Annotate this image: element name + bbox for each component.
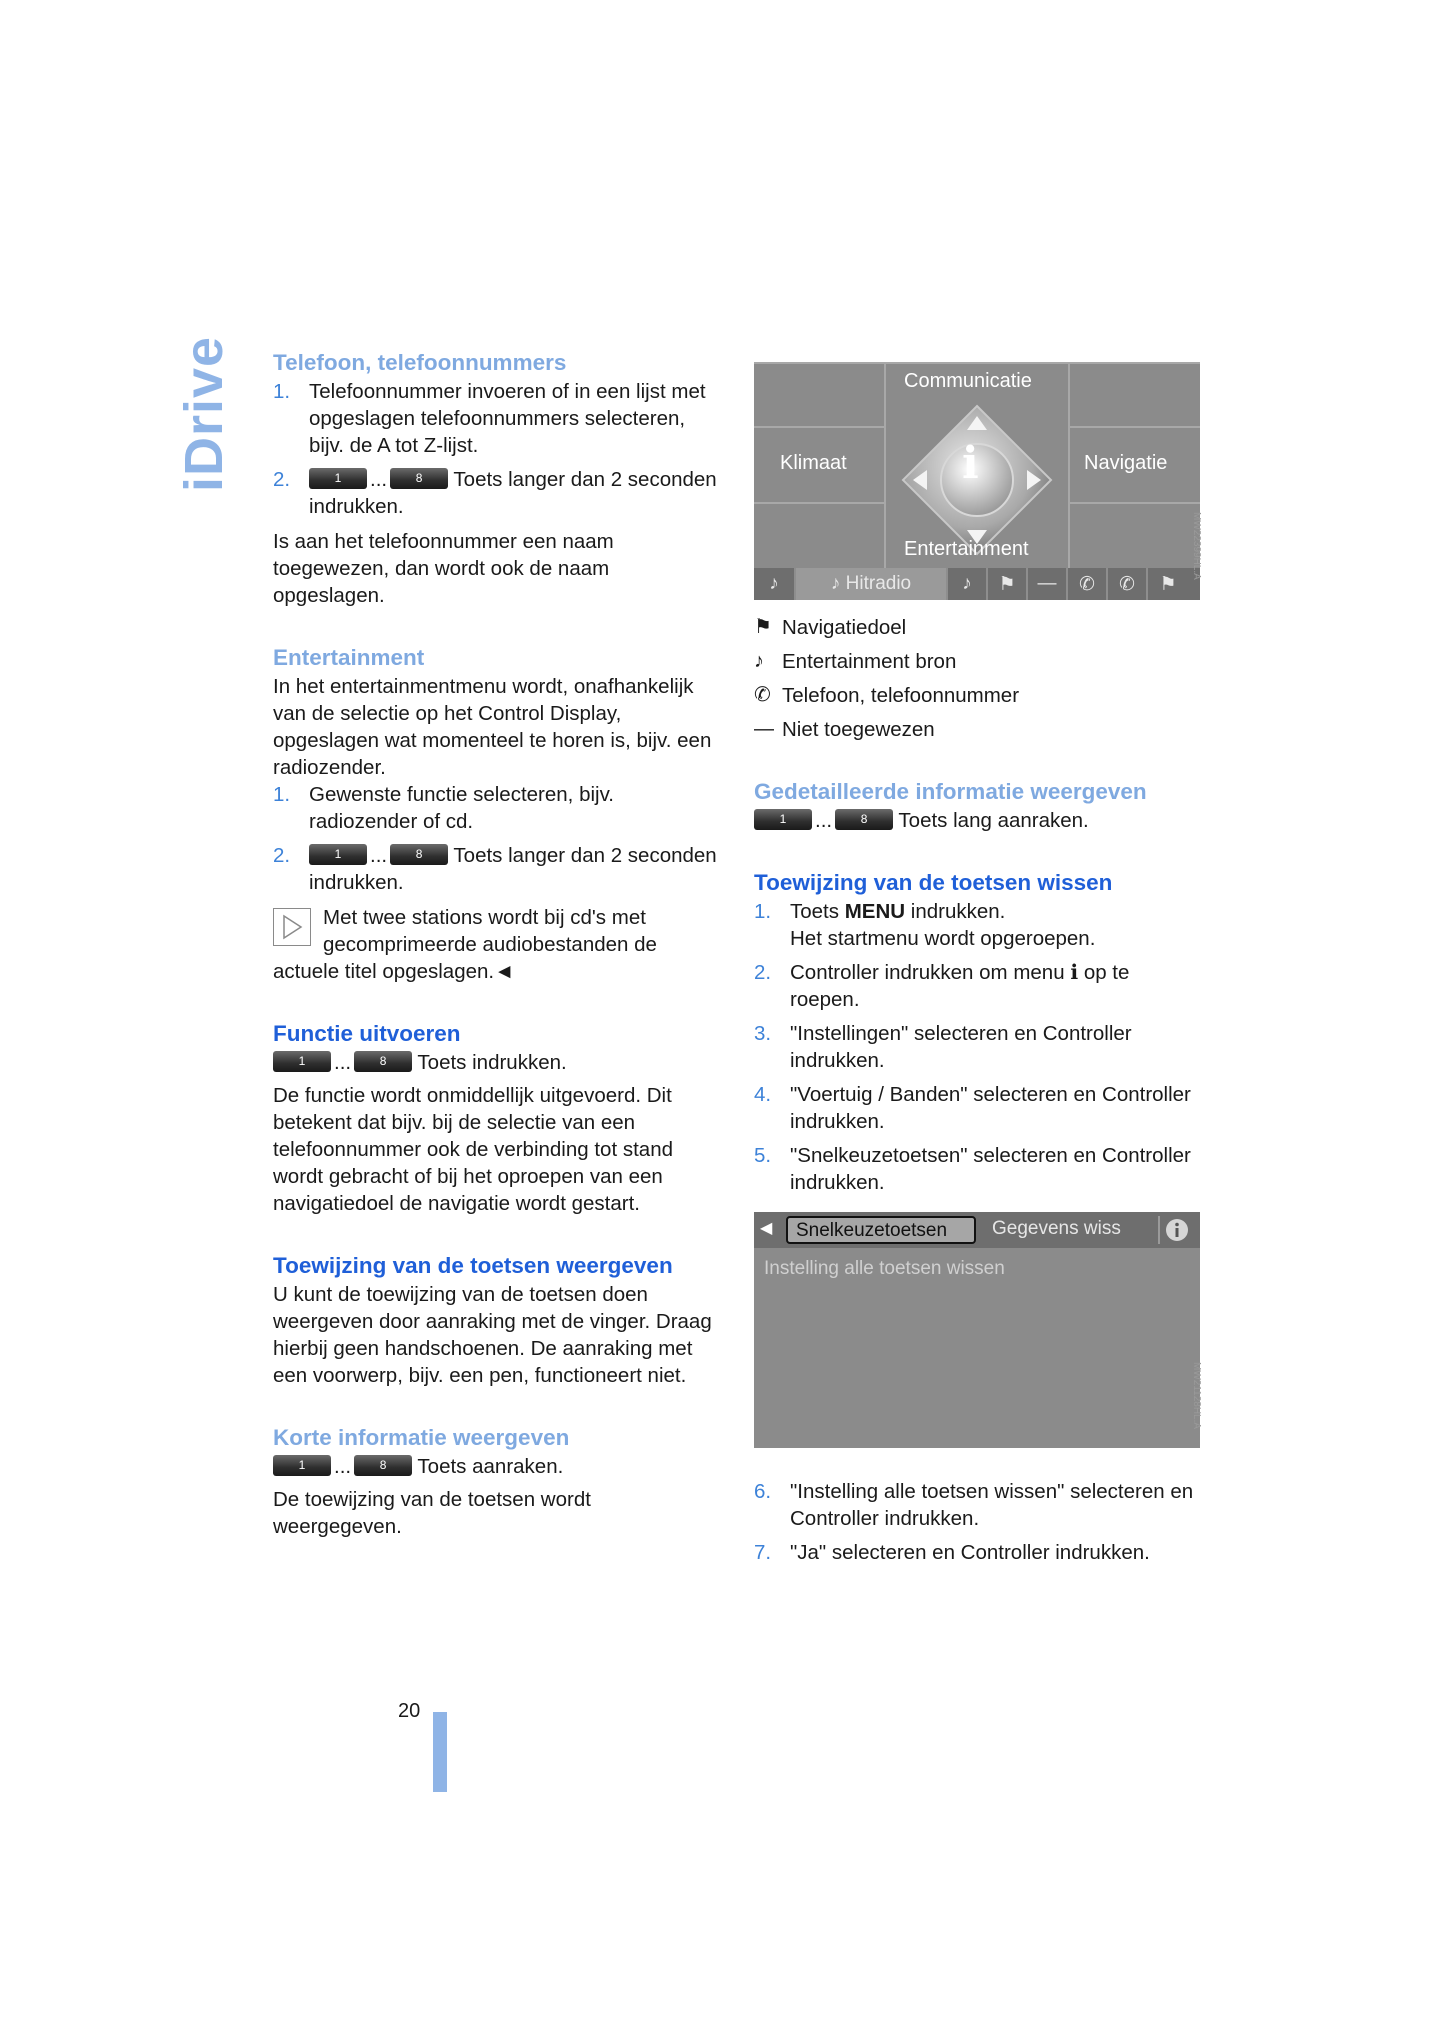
step-number: 6. bbox=[754, 1480, 772, 1503]
divider bbox=[884, 362, 886, 568]
preset-key-1-icon: 1 bbox=[309, 844, 367, 865]
step-text: Gewenste functie selecteren, bijv. radiozender of cd. bbox=[309, 783, 614, 833]
key-instruction bbox=[754, 807, 1202, 834]
legend-item bbox=[754, 648, 1202, 675]
step-text: "Voertuig / Banden" selecteren en Controller indrukken. bbox=[790, 1083, 1191, 1133]
preset-key-1-icon: 1 bbox=[273, 1455, 331, 1476]
legend-text: Niet toegewezen bbox=[782, 718, 935, 741]
info-circle-icon bbox=[1164, 1217, 1190, 1243]
divider bbox=[1068, 362, 1070, 568]
paragraph: De functie wordt onmiddellijk uitgevoerd. Dit betekent dat bijv. bij de selectie van een telefoonnummer ook de verbinding tot stand wordt gebracht of bij het oproepen van een navigatiedoel de navigatie wordt gestart. bbox=[273, 1084, 674, 1215]
menu-klimaat: Klimaat bbox=[780, 452, 847, 474]
divider bbox=[1070, 426, 1200, 428]
phone-icon: ✆ bbox=[754, 684, 771, 706]
key-range-ellipsis: ... bbox=[334, 1455, 352, 1478]
key-instruction bbox=[273, 1453, 721, 1480]
tab-gegevens-wissen: Gegevens wiss bbox=[992, 1218, 1121, 1239]
preset-key-8-icon: 8 bbox=[390, 844, 448, 865]
step-number: 1. bbox=[754, 900, 772, 923]
legend-item bbox=[754, 716, 1202, 743]
step-text: indrukken. bbox=[910, 900, 1006, 923]
preset-key-1-icon: 1 bbox=[273, 1051, 331, 1072]
key-range-ellipsis: ... bbox=[370, 468, 388, 491]
preset-key-8-icon: 8 bbox=[354, 1051, 412, 1072]
snelkeuzetoetsen-screenshot bbox=[754, 1212, 1200, 1448]
music-note-icon: ♪ bbox=[830, 573, 846, 594]
list-item bbox=[754, 959, 1202, 1013]
key-instruction-text: Toets aanraken. bbox=[417, 1455, 564, 1478]
step-text: Controller indrukken om menu bbox=[790, 961, 1065, 984]
preset-key-8-icon: 8 bbox=[835, 809, 893, 830]
step-number: 4. bbox=[754, 1083, 772, 1106]
list-item bbox=[754, 898, 1202, 952]
key-instruction-text: Toets lang aanraken. bbox=[898, 809, 1089, 832]
step-text: Toets langer dan 2 seconden indrukken. bbox=[309, 844, 717, 894]
divider bbox=[754, 426, 884, 428]
note bbox=[273, 904, 721, 985]
navigation-flag-icon: ⚑ bbox=[1159, 573, 1177, 595]
preset-label: Hitradio bbox=[845, 573, 912, 594]
step-text: "Instellingen" selecteren en Controller indrukken. bbox=[790, 1022, 1132, 1072]
menu-navigatie: Navigatie bbox=[1084, 452, 1168, 474]
phone-icon: ✆ bbox=[1068, 568, 1108, 600]
info-icon: i bbox=[1070, 960, 1079, 984]
step-number: 1. bbox=[273, 380, 291, 403]
menu-item-instelling-wissen: Instelling alle toetsen wissen bbox=[764, 1258, 1005, 1279]
legend-item bbox=[754, 614, 1202, 641]
step-text: "Ja" selecteren en Controller indrukken. bbox=[790, 1541, 1150, 1564]
list-item bbox=[754, 1020, 1202, 1074]
heading-entertainment: Entertainment bbox=[273, 645, 425, 670]
heading-toewijzing-weergeven: Toewijzing van de toetsen weergeven bbox=[273, 1253, 673, 1278]
preset-key-8-icon: 8 bbox=[354, 1455, 412, 1476]
music-note-icon: ♪ bbox=[754, 650, 764, 672]
step-text: Telefoonnummer invoeren of in een lijst met opgeslagen telefoonnummers selecteren, bijv. de A tot Z-lijst. bbox=[309, 380, 706, 457]
idrive-start-menu-screenshot bbox=[754, 362, 1200, 600]
image-code: MW21128HL.A bbox=[1191, 1362, 1202, 1430]
heading-telefoon: Telefoon, telefoonnummers bbox=[273, 350, 567, 375]
menu-button-label: MENU bbox=[844, 900, 906, 923]
step-text: "Instelling alle toetsen wissen" selecteren en Controller indrukken. bbox=[790, 1480, 1194, 1530]
back-arrow-icon: ◀ bbox=[760, 1220, 773, 1237]
preset-key-8-icon: 8 bbox=[390, 468, 448, 489]
list-item bbox=[754, 1539, 1202, 1566]
legend-text: Navigatiedoel bbox=[782, 616, 907, 639]
icon-legend bbox=[754, 614, 1202, 743]
preset-hitradio bbox=[796, 568, 948, 600]
divider bbox=[1070, 502, 1200, 504]
preset-key-1-icon: 1 bbox=[309, 468, 367, 489]
key-range-ellipsis: ... bbox=[334, 1051, 352, 1074]
page-marker bbox=[433, 1712, 447, 1792]
key-range-ellipsis: ... bbox=[815, 809, 833, 832]
paragraph: U kunt de toewijzing van de toetsen doen weergeven door aanraking met de vinger. Draag hierbij geen handschoenen. De aanraking met een voorwerp, bijv. een pen, functioneert niet. bbox=[273, 1283, 712, 1387]
left-column bbox=[273, 348, 721, 1540]
preset-key-1-icon: 1 bbox=[754, 809, 812, 830]
key-range-ellipsis: ... bbox=[370, 844, 388, 867]
steps-wissen bbox=[754, 898, 1202, 1196]
heading-gedetailleerde-informatie: Gedetailleerde informatie weergeven bbox=[754, 779, 1147, 804]
heading-korte-informatie: Korte informatie weergeven bbox=[273, 1425, 570, 1450]
legend-text: Entertainment bron bbox=[782, 650, 957, 673]
paragraph: Is aan het telefoonnummer een naam toegewezen, dan wordt ook de naam opgeslagen. bbox=[273, 530, 614, 607]
steps-wissen-continued bbox=[754, 1478, 1202, 1566]
list-item bbox=[754, 1478, 1202, 1532]
dash-icon: — bbox=[754, 718, 774, 740]
info-icon: i bbox=[962, 438, 979, 489]
dash-icon: — bbox=[1028, 568, 1068, 600]
paragraph: De toewijzing van de toetsen wordt weergegeven. bbox=[273, 1488, 591, 1538]
step-number: 3. bbox=[754, 1022, 772, 1045]
step-number: 7. bbox=[754, 1541, 772, 1564]
steps-telefoon bbox=[273, 378, 721, 520]
list-item bbox=[754, 1081, 1202, 1135]
navigation-flag-icon: ⚑ bbox=[988, 568, 1028, 600]
paragraph: In het entertainmentmenu wordt, onafhankelijk van de selectie op het Control Display, opgeslagen wat momenteel te horen is, bijv. een radiozender. bbox=[273, 675, 712, 779]
step-number: 2. bbox=[754, 961, 772, 984]
legend-item bbox=[754, 682, 1202, 709]
music-note-icon: ♪ bbox=[754, 568, 796, 600]
note-text: Met twee stations wordt bij cd's met gecomprimeerde audiobestanden de actuele titel opgeslagen.◄ bbox=[273, 906, 657, 983]
step-text: Toets bbox=[790, 900, 839, 923]
key-instruction bbox=[273, 1049, 721, 1076]
list-item bbox=[273, 466, 721, 520]
image-code: MW22399HL.A bbox=[1191, 512, 1202, 580]
heading-functie-uitvoeren: Functie uitvoeren bbox=[273, 1021, 461, 1046]
info-tab bbox=[1158, 1216, 1190, 1244]
menu-entertainment: Entertainment bbox=[904, 538, 1029, 560]
music-note-icon: ♪ bbox=[948, 568, 988, 600]
list-item bbox=[273, 781, 721, 835]
step-text: Toets langer dan 2 seconden indrukken. bbox=[309, 468, 717, 518]
divider bbox=[754, 502, 884, 504]
list-item bbox=[273, 842, 721, 896]
legend-text: Telefoon, telefoonnummer bbox=[782, 684, 1020, 707]
step-number: 2. bbox=[273, 844, 291, 867]
note-triangle-icon bbox=[273, 908, 311, 946]
step-text: "Snelkeuzetoetsen" selecteren en Controller indrukken. bbox=[790, 1144, 1191, 1194]
step-number: 5. bbox=[754, 1144, 772, 1167]
chapter-tab bbox=[174, 335, 234, 493]
step-number: 1. bbox=[273, 783, 291, 806]
page-number: 20 bbox=[398, 1700, 421, 1722]
heading-toewijzing-wissen: Toewijzing van de toetsen wissen bbox=[754, 870, 1113, 895]
list-item bbox=[754, 1142, 1202, 1196]
preset-key-bar bbox=[754, 568, 1200, 600]
step-text: Het startmenu wordt opgeroepen. bbox=[790, 927, 1096, 950]
step-text: op te roepen. bbox=[790, 961, 1130, 1011]
divider bbox=[754, 362, 1200, 364]
step-number: 2. bbox=[273, 468, 291, 491]
chapter-tab-label: iDrive bbox=[174, 335, 234, 493]
tab-label: Snelkeuzetoetsen bbox=[796, 1220, 948, 1241]
phone-icon: ✆ bbox=[1108, 568, 1148, 600]
menu-communicatie: Communicatie bbox=[904, 370, 1032, 392]
key-instruction-text: Toets indrukken. bbox=[417, 1051, 567, 1074]
tab-snelkeuzetoetsen bbox=[786, 1216, 976, 1244]
navigation-flag-icon: ⚑ bbox=[754, 616, 772, 638]
steps-entertainment bbox=[273, 781, 721, 896]
list-item bbox=[273, 378, 721, 459]
